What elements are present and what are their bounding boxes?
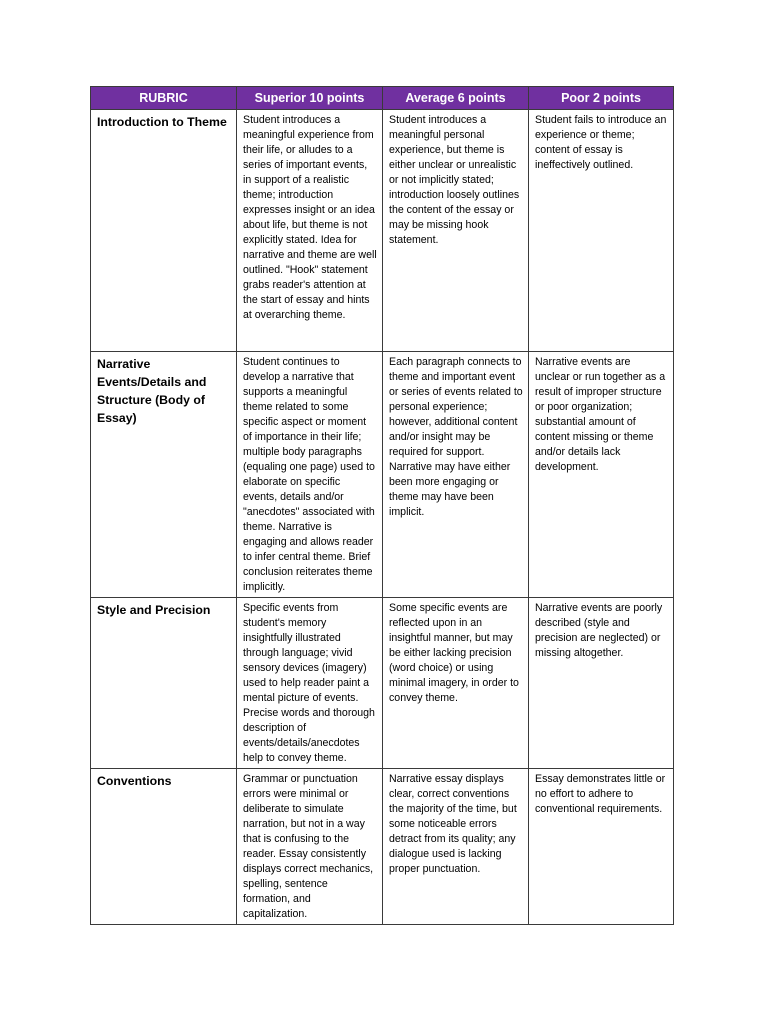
- superior-cell: Specific events from student's memory insightfully illustrated through language; vivid sensory devices (imagery) used to help reader paint a mental picture of events. Precise words and thorough description of events/details/anecdotes help to convey theme.: [237, 598, 383, 769]
- header-poor: Poor 2 points: [529, 87, 674, 110]
- rubric-table: [90, 86, 674, 925]
- table-row: [91, 598, 674, 769]
- table-row: [91, 769, 674, 925]
- poor-cell: Narrative events are unclear or run together as a result of improper structure or poor organization; substantial amount of content missing or theme and/or details lack development.: [529, 352, 674, 598]
- table-row: [91, 110, 674, 352]
- header-superior: Superior 10 points: [237, 87, 383, 110]
- average-cell: Student introduces a meaningful personal experience, but theme is either unclear or unrealistic or not implicitly stated; introduction loosely outlines the content of the essay or may be missing hook statement.: [383, 110, 529, 352]
- criterion-cell: Conventions: [91, 769, 237, 925]
- table-row: [91, 352, 674, 598]
- criterion-cell: Narrative Events/Details and Structure (Body of Essay): [91, 352, 237, 598]
- average-cell: Each paragraph connects to theme and important event or series of events related to personal experience; however, additional content and/or insight may be required for support. Narrative may have either been more engaging or theme may have been implicit.: [383, 352, 529, 598]
- average-cell: Some specific events are reflected upon in an insightful manner, but may be either lacking precision (word choice) or using minimal imagery, in order to convey theme.: [383, 598, 529, 769]
- superior-cell: Student introduces a meaningful experience from their life, or alludes to a series of important events, in support of a realistic theme; introduction expresses insight or an idea about life, but theme is not explicitly stated. Idea for narrative and theme are well outlined. "Hook" statement grabs reader's attention at the start of essay and hints at overarching theme.: [237, 110, 383, 352]
- header-rubric: RUBRIC: [91, 87, 237, 110]
- poor-cell: Student fails to introduce an experience or theme; content of essay is ineffectively outlined.: [529, 110, 674, 352]
- superior-cell: Student continues to develop a narrative that supports a meaningful theme related to some specific aspect or moment of importance in their life; multiple body paragraphs (equaling one page) used to elaborate on specific events, details and/or "anecdotes" associated with theme. Narrative is engaging and allows reader to infer central theme. Brief conclusion reiterates theme implicitly.: [237, 352, 383, 598]
- average-cell: Narrative essay displays clear, correct conventions the majority of the time, but some noticeable errors detract from its quality; any dialogue used is lacking proper punctuation.: [383, 769, 529, 925]
- header-average: Average 6 points: [383, 87, 529, 110]
- poor-cell: Narrative events are poorly described (style and precision are neglected) or missing altogether.: [529, 598, 674, 769]
- superior-cell: Grammar or punctuation errors were minimal or deliberate to simulate narration, but not in a way that is confusing to the reader. Essay consistently displays correct mechanics, spelling, sentence formation, and capitalization.: [237, 769, 383, 925]
- criterion-cell: Style and Precision: [91, 598, 237, 769]
- header-row: [91, 87, 674, 110]
- criterion-cell: Introduction to Theme: [91, 110, 237, 352]
- poor-cell: Essay demonstrates little or no effort to adhere to conventional requirements.: [529, 769, 674, 925]
